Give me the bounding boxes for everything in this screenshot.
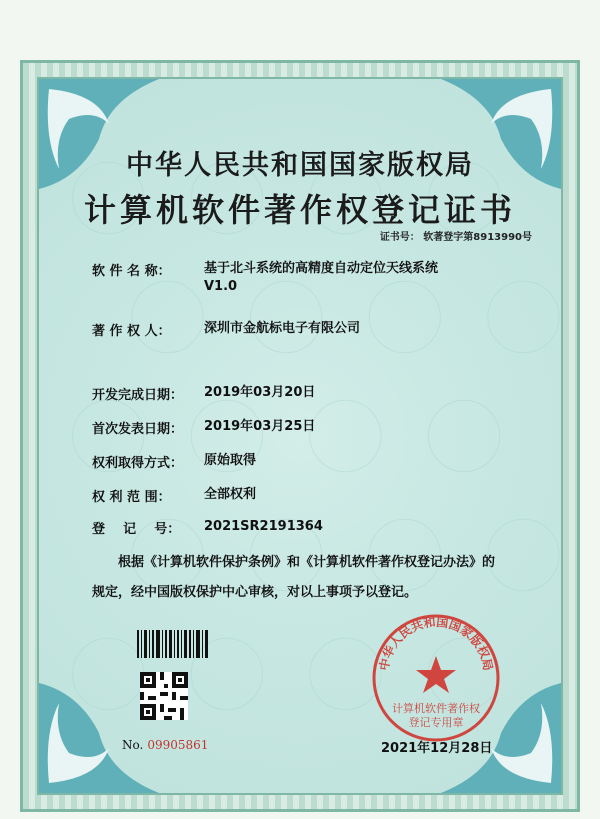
software-version-value: V1.0 [204,279,238,294]
statement-line-1: 根据《计算机软件保护条例》和《计算机软件著作权登记办法》的 [118,555,496,570]
field-software-name [92,260,438,296]
serial-label: No. [122,738,144,752]
field-label: 权 利 范 围： [92,490,171,505]
field-label: 著 作 权 人： [92,324,171,339]
qr-code-image [140,672,188,720]
field-value: 深圳市金航标电子有限公司 [204,321,361,336]
serial-number [122,738,208,752]
software-name-value: 基于北斗系统的高精度自动定位天线系统 [204,261,439,276]
field-value: 2019年03月25日 [204,419,316,434]
field-label: 权利取得方式： [92,456,184,471]
field-value: 原始取得 [204,453,257,468]
field-publish-date [92,418,315,437]
field-completion-date [92,384,315,403]
field-label: 软 件 名 称： [92,264,171,279]
field-acquisition-method [92,452,256,471]
certificate-number: 证书号： 软著登字第8913990号 [379,232,532,243]
svg-text:计算机软件著作权: 计算机软件著作权 [392,702,480,715]
serial-value: 09905861 [147,738,209,752]
field-label: 首次发表日期： [92,422,184,437]
statement-line-2: 规定，经中国版权保护中心审核，对以上事项予以登记。 [92,585,418,600]
field-value: 2019年03月20日 [204,385,316,400]
field-value: 全部权利 [204,487,257,502]
statement-text [92,548,532,608]
field-value [204,260,438,296]
field-copyright-owner [92,320,360,339]
field-label: 登 记 号： [92,522,181,537]
issue-date: 2021年12月28日 [381,741,493,756]
field-value: 2021SR2191364 [204,519,323,534]
svg-text:中华人民共和国国家版权局: 中华人民共和国国家版权局 [376,614,496,672]
svg-text:登记专用章: 登记专用章 [408,716,464,729]
certificate-title: 计算机软件著作权登记证书 [83,191,516,229]
field-registration-number [92,518,323,537]
barcode-image [137,630,209,658]
field-label: 开发完成日期： [92,388,184,403]
field-rights-scope [92,486,256,505]
issuer-title: 中华人民共和国国家版权局 [126,150,474,181]
official-seal-stamp [368,610,504,746]
